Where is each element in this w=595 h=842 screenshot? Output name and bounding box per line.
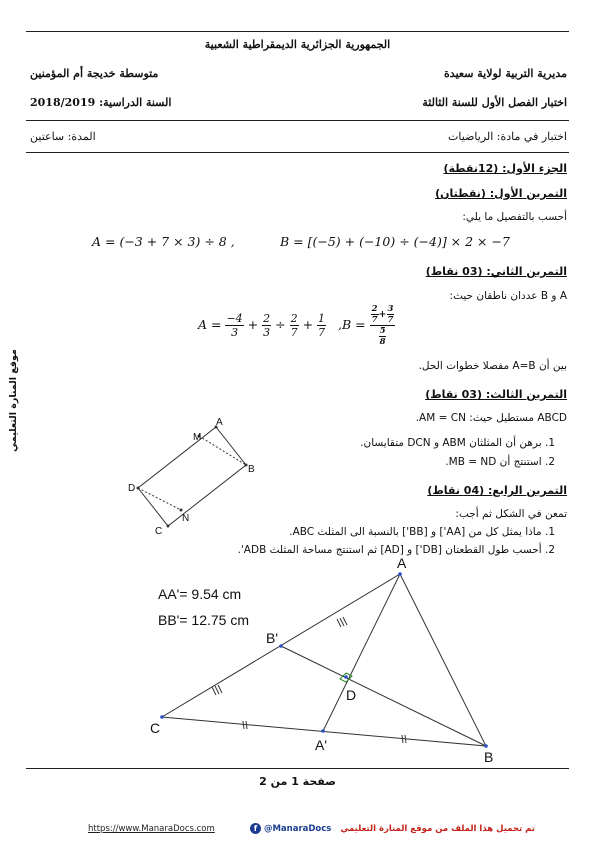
exam-title: اختبار الفصل الأول للسنة الثالثة	[422, 96, 567, 109]
ex4-q1: 1. ماذا يمثل كل من [AA'] و [BB'] بالنسبة الى المثلث ABC.	[289, 526, 555, 538]
compound-fraction: $\frac{2}{7}$ + $\frac{3}{7}$ $\frac{5}{8}$	[371, 304, 394, 347]
ex2-expr-a: A = $\frac{-4}{3}$ + $\frac{2}{3}$ ÷ $\frac{2}{7}$ + $\frac{1}{7}$ ,	[198, 312, 342, 339]
ex3-label-M: M	[193, 432, 202, 443]
ex1-instruction: أحسب بالتفصيل ما يلي:	[462, 211, 567, 223]
ex2-title: التمرين الثاني: (03 نقاط)	[425, 265, 567, 278]
ex3-intro: ABCD مستطيل حيث: AM = CN.	[415, 412, 567, 424]
ex3-title: التمرين الثالث: (03 نقاط)	[425, 388, 567, 401]
footer-url[interactable]: https://www.ManaraDocs.com	[88, 824, 215, 834]
ex4-title: التمرين الرابع: (04 نقاط)	[427, 484, 567, 497]
ex1-expr-a: A = (−3 + 7 × 3) ÷ 8 ,	[92, 234, 235, 249]
ex4-label-Bp: B'	[266, 630, 279, 646]
ex4-length-BB: BB'= 12.75 cm	[158, 612, 249, 628]
ex4-label-C: C	[150, 720, 161, 736]
ex4-label-B: B	[484, 749, 494, 765]
part1-title: الجزء الأول: (12نقطة)	[443, 162, 567, 175]
handle-text: @ManaraDocs	[263, 824, 332, 834]
ex3-label-D: D	[128, 483, 136, 494]
ex3-label-N: N	[182, 513, 190, 524]
page-number: صفحة 1 من 2	[259, 775, 336, 788]
expr-a-lhs: A =	[198, 317, 222, 332]
school-year: السنة الدراسية: 2018/2019	[30, 96, 172, 109]
ex4-label-A: A	[397, 555, 407, 571]
footer-source: تم تحميل هذا الملف من موقع المنارة التعليمي	[340, 824, 535, 834]
side-site-label: موقع المنارة التعليمي	[7, 349, 19, 452]
ex2-intro: A و B عددان ناطقان حيث:	[449, 290, 567, 302]
fraction: $\frac{2}{7}$	[290, 312, 298, 339]
ex3-label-B: B	[248, 464, 255, 475]
facebook-icon: f	[250, 823, 261, 834]
school-name: متوسطة خديجة أم المؤمنين	[30, 67, 159, 80]
ex4-q2: 2. أحسب طول القطعتان [DB'] و [AD] ثم استنتج مساحة المثلث ADB'.	[237, 544, 555, 556]
ex3-label-C: C	[155, 526, 163, 537]
ex4-length-AA: AA'= 9.54 cm	[158, 586, 242, 602]
ex1-expr-b: B = [(−5) + (−10) ÷ (−4)] × 2 × −7	[280, 234, 510, 249]
duration: المدة: ساعتين	[30, 130, 96, 143]
ex4-label-Ap: A'	[315, 737, 328, 753]
ex4-intro: تمعن في الشكل ثم أجب:	[455, 508, 567, 520]
fraction: $\frac{2}{3}$	[263, 312, 271, 339]
ex3-q2: 2. استنتج أن MB = ND.	[445, 456, 555, 468]
subject: اختبار في مادة: الرياضيات	[448, 130, 567, 143]
ex4-label-D: D	[346, 687, 357, 703]
fraction: $\frac{-4}{3}$	[226, 312, 243, 339]
republic-title: الجمهورية الجزائرية الديمقراطية الشعبية	[204, 38, 391, 51]
fraction: $\frac{1}{7}$	[318, 312, 326, 339]
expr-b-lhs: B =	[342, 317, 366, 332]
ex3-label-A: A	[216, 417, 223, 428]
ex1-title: التمرين الأول: (نقطتان)	[435, 187, 567, 200]
ex2-question: بين أن A=B مفصلا خطوات الحل.	[418, 360, 567, 372]
footer-rule	[26, 768, 569, 769]
footer-handle[interactable]	[250, 823, 331, 834]
ex3-q1: 1. برهن أن المثلثان ABM و DCN متقايسان.	[360, 437, 555, 449]
directorate: مديرية التربية لولاية سعيدة	[444, 67, 567, 80]
